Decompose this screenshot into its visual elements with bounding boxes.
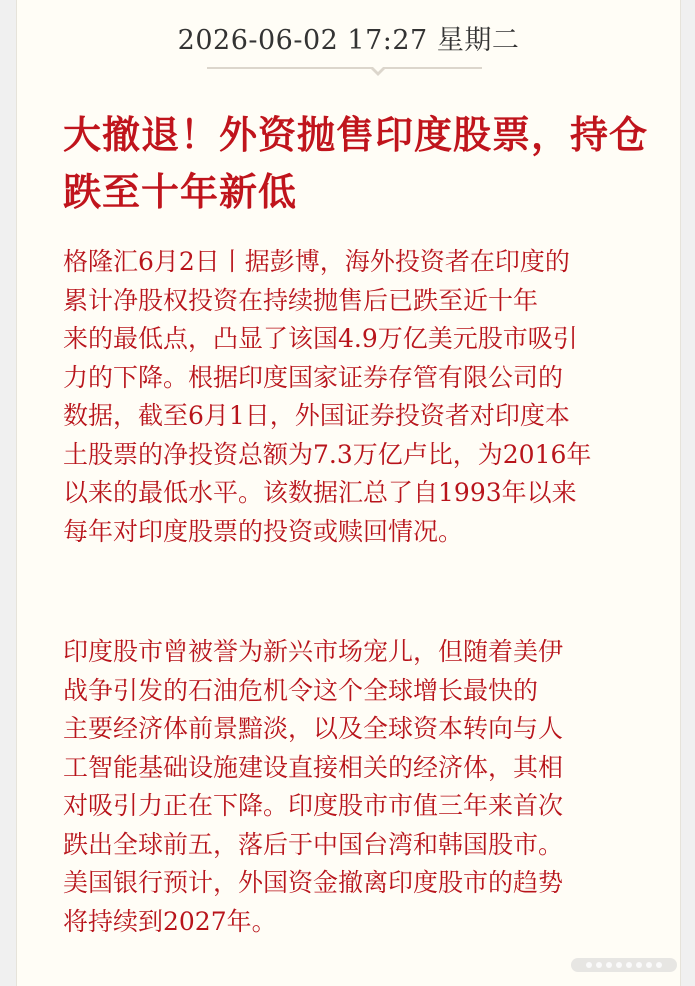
article-title [63,106,653,220]
paragraph-line: 对吸引力正在下降。印度股市市值三年来首次 [63,791,564,820]
scroll-indicator-dots [586,962,662,968]
paragraph-line: 美国银行预计，外国资金撤离印度股市的趋势 [63,868,564,897]
paragraph-line: 印度股市曾被誉为新兴市场宠儿，但随着美伊 [63,637,564,666]
paragraph-line: 累计净股权投资在持续抛售后已跌至近十年 [63,285,539,315]
title-line: 大撤退！外资抛售印度股票，持仓 [63,112,649,157]
caret-down-icon [369,67,387,76]
paragraph-line: 力的下降。根据印度国家证券存管有限公司的 [63,362,564,392]
paragraph-line: 每年对印度股票的投资或赎回情况。 [63,516,464,546]
article-card [16,0,681,986]
paragraph-line: 工智能基础设施建设直接相关的经济体，其相 [63,752,564,782]
paragraph-line: 数据，截至6月1日，外国证券投资者对印度本 [63,401,570,430]
article-paragraph-1 [63,243,683,551]
paragraph-line: 战争引发的石油危机令这个全球增长最快的 [63,675,539,705]
paragraph-line: 土股票的净投资总额为7.3万亿卢比，为2016年 [63,439,592,469]
paragraph-line: 主要经济体前景黯淡，以及全球资本转向与人 [63,714,564,743]
paragraph-line: 将持续到2027年。 [63,906,277,936]
paragraph-line: 格隆汇6月2日丨据彭博，海外投资者在印度的 [63,247,570,276]
date-bar: 2026-06-02 17:27 星期二 [177,25,520,56]
date-underline [207,67,482,69]
paragraph-line: 以来的最低水平。该数据汇总了自1993年以来 [63,478,577,507]
paragraph-line: 来的最低点，凸显了该国4.9万亿美元股市吸引 [63,324,578,353]
paragraph-line: 跌出全球前五，落后于中国台湾和韩国股市。 [63,829,564,859]
title-line: 跌至十年新低 [63,169,298,214]
article-paragraph-2 [63,633,683,941]
